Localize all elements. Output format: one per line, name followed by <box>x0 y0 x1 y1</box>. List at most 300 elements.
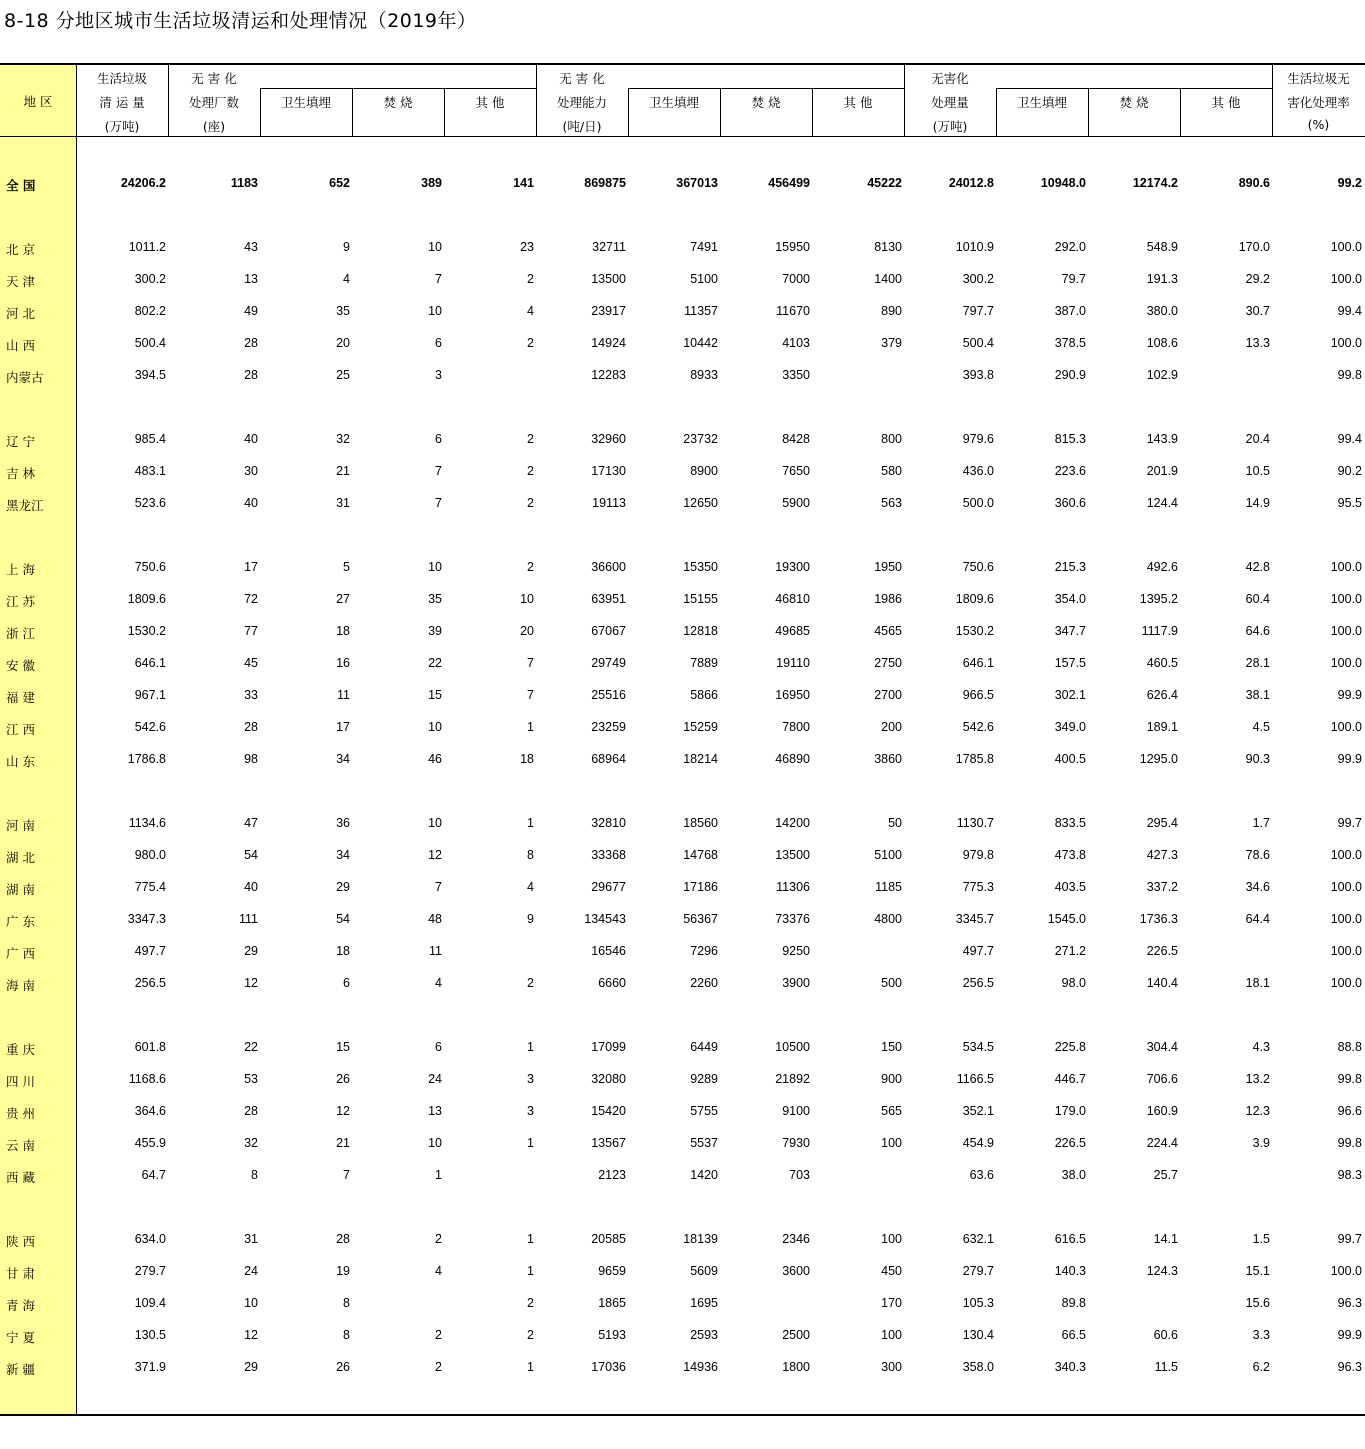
cell-volume-total: 534.5 <box>962 1040 994 1054</box>
cell-plants-landfill: 4 <box>343 272 350 286</box>
header-volume-line2: 处理量 <box>931 95 969 110</box>
cell-capacity-total: 17130 <box>591 464 626 478</box>
cell-volume-landfill: 833.5 <box>1054 816 1086 830</box>
table-row <box>0 176 1365 196</box>
cell-rate: 100.0 <box>1330 848 1362 862</box>
table-row <box>0 592 1365 612</box>
cell-volume-total: 966.5 <box>962 688 994 702</box>
cell-collected: 64.7 <box>141 1168 166 1182</box>
cell-capacity-landfill: 18139 <box>683 1232 718 1246</box>
cell-capacity-landfill: 5609 <box>690 1264 718 1278</box>
cell-collected: 1530.2 <box>127 624 166 638</box>
cell-plants-incineration: 13 <box>428 1104 442 1118</box>
cell-plants-total: 28 <box>244 1104 258 1118</box>
header-collected-line2: 清 运 量 <box>99 95 145 110</box>
cell-volume-total: 130.4 <box>962 1328 994 1342</box>
header-group-rule <box>996 88 1272 89</box>
cell-volume-landfill: 223.6 <box>1054 464 1086 478</box>
cell-capacity-total: 13567 <box>591 1136 626 1150</box>
region-name: 新 疆 <box>6 1362 35 1377</box>
cell-volume-landfill: 10948.0 <box>1040 176 1086 190</box>
cell-volume-other: 64.4 <box>1245 912 1270 926</box>
cell-volume-total: 1785.8 <box>955 752 994 766</box>
cell-volume-incineration: 25.7 <box>1153 1168 1178 1182</box>
region-name: 全 国 <box>6 178 36 193</box>
cell-volume-incineration: 226.5 <box>1146 944 1178 958</box>
header-group-rule <box>628 88 904 89</box>
cell-volume-total: 797.7 <box>962 304 994 318</box>
cell-volume-total: 63.6 <box>969 1168 994 1182</box>
cell-volume-total: 500.0 <box>962 496 994 510</box>
region-name: 上 海 <box>6 562 35 577</box>
cell-capacity-incineration: 2500 <box>782 1328 810 1342</box>
cell-volume-total: 497.7 <box>962 944 994 958</box>
cell-volume-other: 1.5 <box>1252 1232 1270 1246</box>
cell-collected: 455.9 <box>134 1136 166 1150</box>
cell-plants-landfill: 8 <box>343 1296 350 1310</box>
cell-plants-landfill: 36 <box>336 816 350 830</box>
cell-capacity-total: 25516 <box>591 688 626 702</box>
cell-capacity-landfill: 7491 <box>690 240 718 254</box>
cell-capacity-total: 33368 <box>591 848 626 862</box>
cell-plants-other: 20 <box>520 624 534 638</box>
cell-collected: 300.2 <box>134 272 166 286</box>
cell-volume-incineration: 224.4 <box>1146 1136 1178 1150</box>
header-collected-line1: 生活垃圾 <box>96 71 147 86</box>
table-row <box>0 560 1365 580</box>
cell-plants-total: 29 <box>244 944 258 958</box>
region-name: 云 南 <box>6 1138 35 1153</box>
cell-plants-incineration: 2 <box>435 1232 442 1246</box>
table-row <box>0 880 1365 900</box>
cell-volume-total: 979.6 <box>962 432 994 446</box>
cell-capacity-total: 29677 <box>591 880 626 894</box>
cell-volume-incineration: 337.2 <box>1146 880 1178 894</box>
cell-capacity-incineration: 11306 <box>776 880 810 894</box>
header-capacity-landfill: 卫生填埋 <box>648 95 699 110</box>
table-row <box>0 240 1365 260</box>
cell-volume-total: 352.1 <box>962 1104 994 1118</box>
cell-collected: 371.9 <box>134 1360 166 1374</box>
cell-plants-incineration: 10 <box>428 1136 442 1150</box>
cell-plants-incineration: 10 <box>428 304 442 318</box>
cell-plants-other: 2 <box>527 336 534 350</box>
table-row <box>0 1264 1365 1284</box>
cell-plants-landfill: 27 <box>336 592 350 606</box>
cell-collected: 634.0 <box>134 1232 166 1246</box>
cell-rate: 100.0 <box>1330 944 1362 958</box>
cell-plants-incineration: 6 <box>435 1040 442 1054</box>
table-row <box>0 1232 1365 1252</box>
cell-capacity-incineration: 46890 <box>775 752 810 766</box>
cell-capacity-landfill: 14768 <box>683 848 718 862</box>
cell-volume-other: 20.4 <box>1245 432 1270 446</box>
cell-collected: 109.4 <box>134 1296 166 1310</box>
region-name: 重 庆 <box>6 1042 35 1057</box>
cell-capacity-landfill: 56367 <box>683 912 718 926</box>
table-row <box>0 336 1365 356</box>
region-name: 甘 肃 <box>6 1266 35 1281</box>
cell-collected: 985.4 <box>134 432 166 446</box>
region-name: 天 津 <box>6 274 35 289</box>
cell-volume-landfill: 98.0 <box>1061 976 1086 990</box>
cell-volume-landfill: 89.8 <box>1061 1296 1086 1310</box>
cell-volume-other: 38.1 <box>1245 688 1270 702</box>
cell-collected: 980.0 <box>134 848 166 862</box>
cell-volume-incineration: 160.9 <box>1146 1104 1178 1118</box>
cell-capacity-other: 1986 <box>874 592 902 606</box>
cell-plants-landfill: 28 <box>336 1232 350 1246</box>
cell-volume-landfill: 292.0 <box>1054 240 1086 254</box>
cell-volume-total: 1130.7 <box>956 816 994 830</box>
cell-collected: 364.6 <box>134 1104 166 1118</box>
cell-rate: 100.0 <box>1330 272 1362 286</box>
cell-volume-incineration: 143.9 <box>1146 432 1178 446</box>
table-row <box>0 1328 1365 1348</box>
cell-volume-landfill: 403.5 <box>1054 880 1086 894</box>
cell-plants-incineration: 39 <box>428 624 442 638</box>
cell-collected: 542.6 <box>134 720 166 734</box>
cell-capacity-landfill: 5866 <box>690 688 718 702</box>
cell-rate: 96.6 <box>1337 1104 1362 1118</box>
cell-capacity-incineration: 19300 <box>775 560 810 574</box>
cell-volume-incineration: 1295.0 <box>1139 752 1178 766</box>
cell-capacity-total: 32080 <box>591 1072 626 1086</box>
cell-volume-landfill: 616.5 <box>1054 1232 1086 1246</box>
cell-volume-other: 28.1 <box>1245 656 1270 670</box>
cell-capacity-incineration: 3900 <box>782 976 810 990</box>
cell-volume-landfill: 360.6 <box>1054 496 1086 510</box>
cell-capacity-other: 4565 <box>874 624 902 638</box>
cell-capacity-total: 13500 <box>591 272 626 286</box>
table-row <box>0 656 1365 676</box>
cell-plants-other: 10 <box>520 592 534 606</box>
cell-volume-total: 1809.6 <box>955 592 994 606</box>
cell-plants-incineration: 12 <box>428 848 442 862</box>
cell-plants-other: 7 <box>527 656 534 670</box>
cell-plants-other: 1 <box>527 1232 534 1246</box>
cell-volume-landfill: 215.3 <box>1054 560 1086 574</box>
cell-rate: 99.4 <box>1337 432 1362 446</box>
region-name: 广 东 <box>6 914 35 929</box>
cell-capacity-total: 14924 <box>591 336 626 350</box>
cell-capacity-landfill: 17186 <box>683 880 718 894</box>
table-row <box>0 720 1365 740</box>
cell-capacity-total: 869875 <box>584 176 626 190</box>
cell-volume-total: 775.3 <box>962 880 994 894</box>
cell-volume-landfill: 157.5 <box>1054 656 1086 670</box>
cell-plants-other: 1 <box>527 816 534 830</box>
cell-volume-incineration: 460.5 <box>1146 656 1178 670</box>
cell-capacity-other: 1950 <box>874 560 902 574</box>
region-name: 贵 州 <box>6 1106 35 1121</box>
cell-capacity-incineration: 3350 <box>782 368 810 382</box>
table-row <box>0 1296 1365 1316</box>
cell-collected: 394.5 <box>134 368 166 382</box>
cell-capacity-incineration: 73376 <box>775 912 810 926</box>
cell-plants-total: 45 <box>244 656 258 670</box>
cell-capacity-landfill: 2593 <box>690 1328 718 1342</box>
table-row <box>0 304 1365 324</box>
cell-capacity-other: 379 <box>881 336 902 350</box>
cell-capacity-total: 63951 <box>591 592 626 606</box>
cell-volume-other: 29.2 <box>1245 272 1270 286</box>
table-row <box>0 1072 1365 1092</box>
cell-capacity-incineration: 4103 <box>782 336 810 350</box>
cell-capacity-other: 5100 <box>874 848 902 862</box>
cell-collected: 967.1 <box>134 688 166 702</box>
cell-plants-landfill: 26 <box>336 1072 350 1086</box>
header-plants-line2: 处理厂数 <box>188 95 239 110</box>
cell-plants-total: 29 <box>244 1360 258 1374</box>
region-name: 西 藏 <box>6 1170 35 1185</box>
table-row <box>0 464 1365 484</box>
cell-capacity-landfill: 2260 <box>690 976 718 990</box>
cell-capacity-other: 8130 <box>874 240 902 254</box>
cell-rate: 96.3 <box>1337 1360 1362 1374</box>
cell-plants-other: 2 <box>527 1328 534 1342</box>
cell-collected: 24206.2 <box>120 176 166 190</box>
cell-volume-landfill: 354.0 <box>1054 592 1086 606</box>
cell-capacity-incineration: 1800 <box>782 1360 810 1374</box>
cell-volume-landfill: 226.5 <box>1054 1136 1086 1150</box>
cell-volume-total: 3345.7 <box>955 912 994 926</box>
cell-plants-landfill: 18 <box>336 944 350 958</box>
cell-capacity-landfill: 15155 <box>683 592 718 606</box>
cell-plants-landfill: 21 <box>336 464 350 478</box>
cell-plants-other: 2 <box>527 432 534 446</box>
cell-plants-landfill: 9 <box>343 240 350 254</box>
cell-volume-total: 358.0 <box>962 1360 994 1374</box>
cell-capacity-other: 300 <box>881 1360 902 1374</box>
header-rate-line2: 害化处理率 <box>1287 95 1350 110</box>
table-row <box>0 944 1365 964</box>
cell-plants-landfill: 35 <box>336 304 350 318</box>
cell-plants-landfill: 12 <box>336 1104 350 1118</box>
cell-plants-landfill: 17 <box>336 720 350 734</box>
cell-capacity-total: 9659 <box>598 1264 626 1278</box>
cell-capacity-incineration: 19110 <box>776 656 810 670</box>
cell-plants-landfill: 11 <box>337 688 350 702</box>
cell-volume-total: 454.9 <box>962 1136 994 1150</box>
cell-capacity-other: 2700 <box>874 688 902 702</box>
cell-capacity-incineration: 3600 <box>782 1264 810 1278</box>
cell-plants-other: 2 <box>527 976 534 990</box>
cell-capacity-total: 23917 <box>591 304 626 318</box>
cell-volume-incineration: 492.6 <box>1146 560 1178 574</box>
header-plants-line1: 无 害 化 <box>191 71 237 86</box>
header-volume-line1: 无害化 <box>931 71 969 86</box>
cell-plants-total: 40 <box>244 432 258 446</box>
cell-plants-incineration: 1 <box>435 1168 442 1182</box>
cell-rate: 99.8 <box>1337 1072 1362 1086</box>
cell-capacity-other: 450 <box>881 1264 902 1278</box>
cell-capacity-landfill: 8900 <box>690 464 718 478</box>
cell-volume-incineration: 60.6 <box>1153 1328 1178 1342</box>
cell-capacity-incineration: 456499 <box>768 176 810 190</box>
header-volume-unit: (万吨) <box>932 119 968 134</box>
cell-plants-total: 12 <box>244 976 258 990</box>
cell-rate: 100.0 <box>1330 912 1362 926</box>
cell-plants-other: 1 <box>527 1360 534 1374</box>
cell-volume-landfill: 347.7 <box>1054 624 1086 638</box>
header-capacity-line1: 无 害 化 <box>559 71 605 86</box>
cell-plants-landfill: 6 <box>343 976 350 990</box>
region-name: 广 西 <box>6 946 35 961</box>
region-name: 河 北 <box>6 306 35 321</box>
cell-rate: 100.0 <box>1330 560 1362 574</box>
cell-collected: 497.7 <box>134 944 166 958</box>
cell-volume-other: 60.4 <box>1245 592 1270 606</box>
cell-plants-other: 2 <box>527 464 534 478</box>
cell-volume-incineration: 102.9 <box>1146 368 1178 382</box>
cell-capacity-total: 68964 <box>591 752 626 766</box>
cell-plants-landfill: 15 <box>336 1040 350 1054</box>
cell-capacity-incineration: 2346 <box>782 1232 810 1246</box>
cell-capacity-total: 32810 <box>591 816 626 830</box>
cell-collected: 1809.6 <box>127 592 166 606</box>
cell-plants-incineration: 46 <box>428 752 442 766</box>
cell-capacity-other: 200 <box>881 720 902 734</box>
cell-volume-total: 1166.5 <box>956 1072 994 1086</box>
cell-capacity-incineration: 13500 <box>775 848 810 862</box>
cell-capacity-total: 6660 <box>598 976 626 990</box>
cell-capacity-landfill: 6449 <box>690 1040 718 1054</box>
cell-volume-landfill: 79.7 <box>1061 272 1086 286</box>
region-name: 四 川 <box>6 1074 35 1089</box>
table-row <box>0 976 1365 996</box>
cell-rate: 99.9 <box>1337 1328 1362 1342</box>
cell-plants-other: 1 <box>527 1040 534 1054</box>
cell-volume-total: 105.3 <box>962 1296 994 1310</box>
cell-capacity-incineration: 11670 <box>776 304 810 318</box>
cell-capacity-total: 17036 <box>591 1360 626 1374</box>
region-name: 湖 北 <box>6 850 35 865</box>
cell-plants-landfill: 21 <box>336 1136 350 1150</box>
cell-capacity-landfill: 1695 <box>690 1296 718 1310</box>
header-volume-incineration: 焚 烧 <box>1119 95 1149 110</box>
cell-volume-incineration: 191.3 <box>1146 272 1178 286</box>
cell-plants-other: 3 <box>527 1104 534 1118</box>
table-row <box>0 624 1365 644</box>
cell-rate: 100.0 <box>1330 592 1362 606</box>
cell-volume-total: 256.5 <box>962 976 994 990</box>
cell-capacity-other: 1400 <box>874 272 902 286</box>
cell-plants-total: 54 <box>244 848 258 862</box>
cell-plants-landfill: 7 <box>343 1168 350 1182</box>
cell-capacity-landfill: 10442 <box>683 336 718 350</box>
header-capacity-other: 其 他 <box>843 95 873 110</box>
cell-volume-total: 1530.2 <box>955 624 994 638</box>
cell-volume-total: 646.1 <box>962 656 994 670</box>
cell-volume-other: 12.3 <box>1245 1104 1270 1118</box>
cell-plants-landfill: 31 <box>336 496 350 510</box>
header-capacity-incineration: 焚 烧 <box>751 95 781 110</box>
cell-volume-incineration: 14.1 <box>1153 1232 1178 1246</box>
cell-volume-incineration: 626.4 <box>1146 688 1178 702</box>
cell-volume-total: 393.8 <box>962 368 994 382</box>
cell-plants-incineration: 2 <box>435 1360 442 1374</box>
cell-volume-other: 4.5 <box>1252 720 1270 734</box>
cell-capacity-landfill: 8933 <box>690 368 718 382</box>
cell-volume-total: 500.4 <box>962 336 994 350</box>
cell-capacity-incineration: 8428 <box>782 432 810 446</box>
cell-rate: 99.9 <box>1337 688 1362 702</box>
cell-volume-incineration: 427.3 <box>1146 848 1178 862</box>
cell-rate: 95.5 <box>1337 496 1362 510</box>
cell-capacity-incineration: 14200 <box>775 816 810 830</box>
cell-rate: 100.0 <box>1330 720 1362 734</box>
cell-volume-other: 13.3 <box>1245 336 1270 350</box>
cell-plants-incineration: 2 <box>435 1328 442 1342</box>
cell-volume-total: 542.6 <box>962 720 994 734</box>
cell-plants-other: 8 <box>527 848 534 862</box>
cell-plants-other: 1 <box>527 1264 534 1278</box>
cell-volume-total: 632.1 <box>962 1232 994 1246</box>
cell-plants-incineration: 24 <box>428 1072 442 1086</box>
cell-volume-incineration: 304.4 <box>1146 1040 1178 1054</box>
cell-plants-other: 9 <box>527 912 534 926</box>
cell-plants-total: 32 <box>244 1136 258 1150</box>
header-capacity-unit: (吨/日) <box>562 119 602 134</box>
cell-collected: 500.4 <box>134 336 166 350</box>
cell-rate: 100.0 <box>1330 880 1362 894</box>
cell-volume-incineration: 380.0 <box>1146 304 1178 318</box>
cell-volume-other: 13.2 <box>1245 1072 1270 1086</box>
header-bottom-rule <box>0 136 1365 137</box>
cell-plants-other: 1 <box>527 1136 534 1150</box>
cell-capacity-total: 134543 <box>584 912 626 926</box>
cell-volume-landfill: 400.5 <box>1054 752 1086 766</box>
cell-capacity-incineration: 46810 <box>775 592 810 606</box>
region-name: 宁 夏 <box>6 1330 35 1345</box>
table-row <box>0 1104 1365 1124</box>
cell-capacity-incineration: 703 <box>789 1168 810 1182</box>
table-row <box>0 816 1365 836</box>
header-volume-other: 其 他 <box>1211 95 1241 110</box>
cell-plants-incineration: 389 <box>421 176 442 190</box>
cell-capacity-landfill: 15259 <box>683 720 718 734</box>
cell-capacity-incineration: 7930 <box>782 1136 810 1150</box>
cell-capacity-incineration: 16950 <box>775 688 810 702</box>
page-title: 8-18 分地区城市生活垃圾清运和处理情况（2019年） <box>4 10 477 32</box>
cell-volume-other: 18.1 <box>1245 976 1270 990</box>
region-name: 河 南 <box>6 818 35 833</box>
table-row <box>0 432 1365 452</box>
cell-plants-total: 72 <box>244 592 258 606</box>
cell-capacity-incineration: 7000 <box>782 272 810 286</box>
cell-capacity-other: 1185 <box>875 880 902 894</box>
cell-plants-total: 33 <box>244 688 258 702</box>
cell-capacity-landfill: 5537 <box>690 1136 718 1150</box>
cell-plants-landfill: 19 <box>336 1264 350 1278</box>
cell-plants-incineration: 10 <box>428 560 442 574</box>
region-name: 浙 江 <box>6 626 35 641</box>
cell-capacity-landfill: 12650 <box>683 496 718 510</box>
cell-plants-incineration: 4 <box>435 1264 442 1278</box>
cell-volume-other: 15.1 <box>1245 1264 1270 1278</box>
region-name: 福 建 <box>6 690 35 705</box>
cell-volume-total: 24012.8 <box>948 176 994 190</box>
cell-volume-landfill: 340.3 <box>1054 1360 1086 1374</box>
cell-plants-other: 7 <box>527 688 534 702</box>
region-name: 山 东 <box>6 754 35 769</box>
table-row <box>0 496 1365 516</box>
cell-rate: 88.8 <box>1337 1040 1362 1054</box>
header-plants-landfill: 卫生填埋 <box>280 95 331 110</box>
header-plants-unit: (座) <box>202 119 226 134</box>
cell-volume-total: 279.7 <box>962 1264 994 1278</box>
